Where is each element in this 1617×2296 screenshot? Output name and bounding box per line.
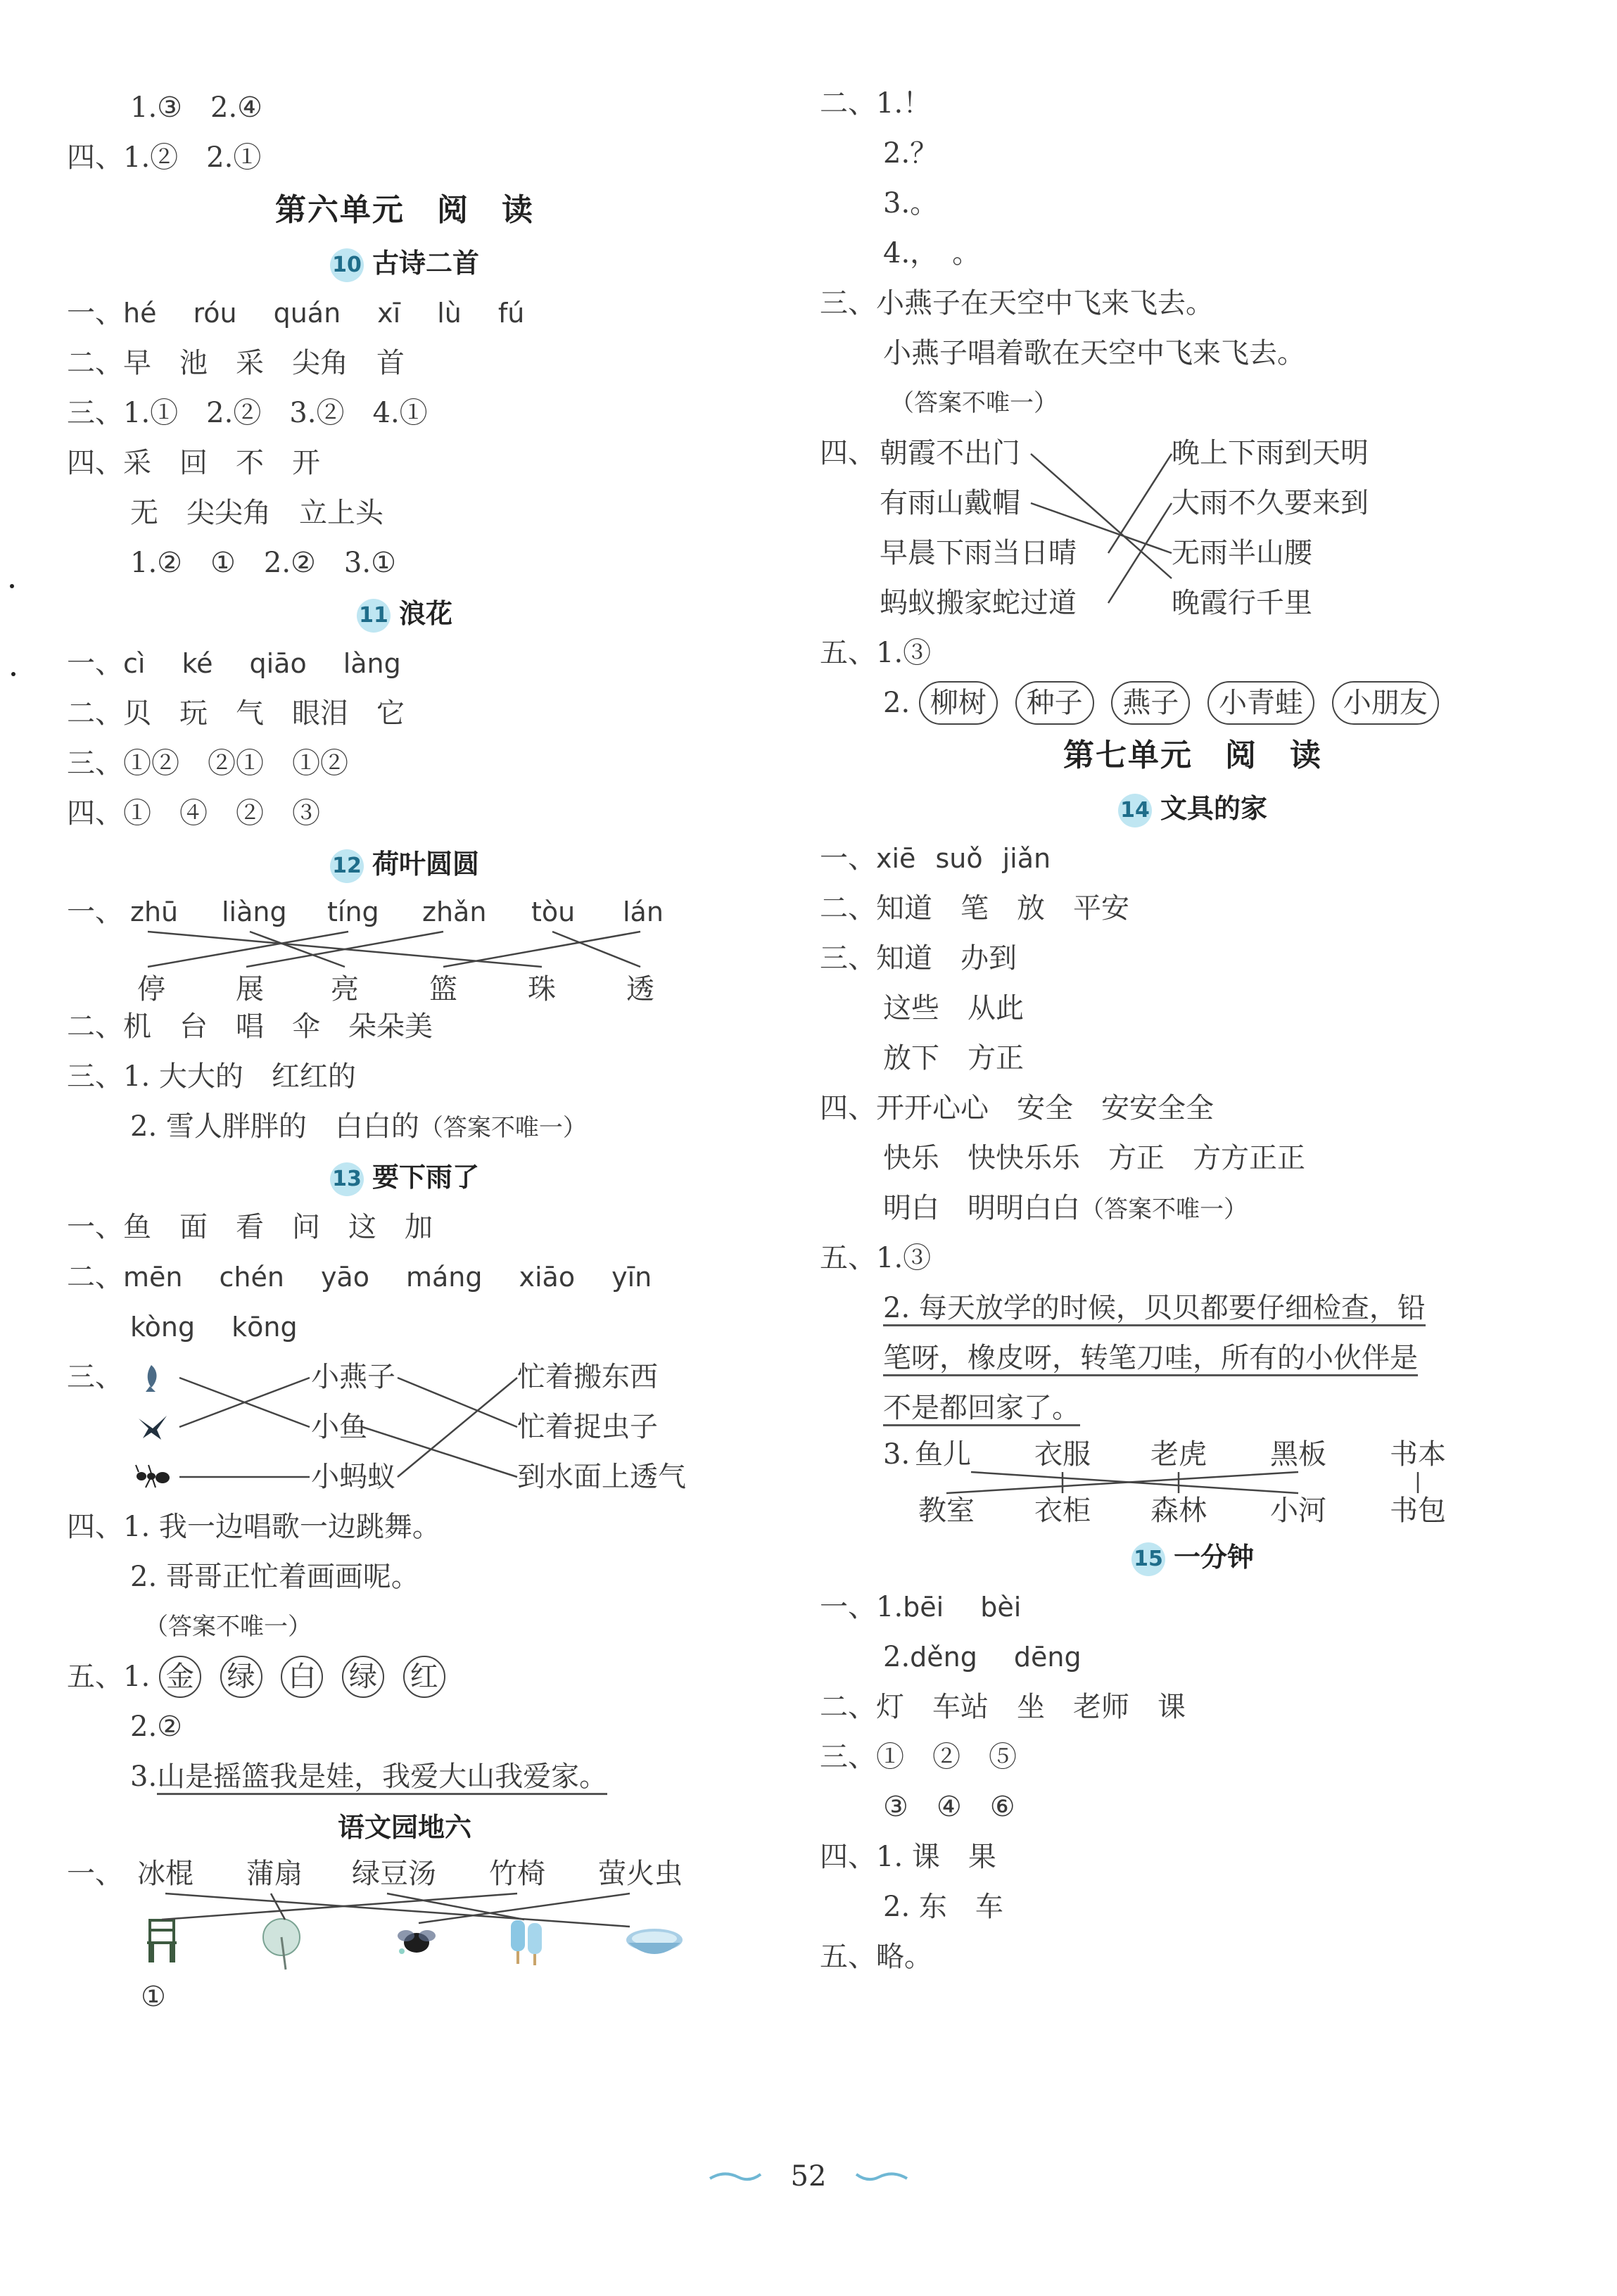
action-text: 到水面上透气 bbox=[517, 1461, 686, 1493]
pinyin-item: suǒ bbox=[935, 843, 983, 874]
underlined-sentence: 笔呀，橡皮呀，转笔刀哇，所有的小伙伴是 bbox=[883, 1342, 1418, 1376]
answer-line: ① bbox=[141, 1981, 166, 2013]
answer-note: （答案不唯一） bbox=[890, 389, 1058, 417]
lesson-heading bbox=[67, 588, 742, 639]
underlined-sentence: 2. 每天放学的时候，贝贝都要仔细检查，铅 bbox=[883, 1292, 1426, 1326]
unit-title: 第七单元 阅 读 bbox=[1063, 737, 1322, 773]
answer-line: 三、① ② ⑤ bbox=[820, 1741, 1017, 1773]
answer-line: 四、① ④ ② ③ bbox=[67, 797, 320, 830]
answer-line: 2.② bbox=[130, 1711, 183, 1743]
answer-line: 二、灯 车站 坐 老师 课 bbox=[820, 1691, 1186, 1723]
pinyin-item: jiǎn bbox=[1002, 843, 1051, 874]
proverb-right: 晚上下雨到天明 bbox=[1172, 437, 1369, 469]
question-prefix: 三、 bbox=[67, 1361, 123, 1393]
answer-line bbox=[67, 1252, 742, 1302]
word-picture-matching bbox=[67, 1853, 742, 1972]
answer-line: 1.② ① 2.② 3.① bbox=[130, 547, 396, 579]
answer-line: 三、1.① 2.② 3.② 4.① bbox=[67, 397, 428, 429]
pinyin-item: lù bbox=[437, 298, 462, 329]
pinyin-item: xī bbox=[377, 298, 401, 329]
swirl-left-icon bbox=[707, 2160, 763, 2193]
action-text: 忙着搬东西 bbox=[517, 1361, 658, 1393]
page-footer bbox=[0, 2160, 1617, 2193]
match-line bbox=[1108, 454, 1172, 553]
pinyin-item: yāo bbox=[320, 1262, 369, 1293]
word-place-matching bbox=[820, 1433, 1566, 1532]
word-item: 绿豆汤 bbox=[352, 1858, 436, 1890]
swirl-right-icon bbox=[854, 2160, 910, 2193]
question-prefix: 一、 bbox=[67, 297, 123, 329]
proverb-right: 晚霞行千里 bbox=[1172, 587, 1312, 619]
character-item: 亮 bbox=[331, 973, 359, 1006]
pinyin-item: tíng bbox=[327, 896, 379, 927]
circled-word: 小青蛙 bbox=[1207, 681, 1314, 725]
word-item: 老虎 bbox=[1150, 1438, 1207, 1471]
lesson-number-badge: 13 bbox=[330, 1162, 364, 1196]
character-item: 停 bbox=[137, 973, 165, 1006]
word-item: 衣服 bbox=[1034, 1438, 1091, 1471]
circled-character: 白 bbox=[281, 1656, 323, 1698]
proverb-left: 蚂蚁搬家蛇过道 bbox=[880, 587, 1077, 619]
answer-line: 2.？ bbox=[883, 137, 939, 170]
answer-line: 二、早 池 采 尖角 首 bbox=[67, 347, 405, 379]
lesson-heading bbox=[67, 1152, 742, 1203]
page-number: 52 bbox=[790, 2160, 827, 2193]
swallow-icon bbox=[136, 1412, 170, 1450]
left-column bbox=[67, 83, 742, 2022]
answer-line: 1.③ 2.④ bbox=[130, 91, 263, 124]
answer-line bbox=[820, 1383, 1566, 1433]
proverb-right: 无雨半山腰 bbox=[1172, 537, 1312, 569]
animal-name: 小蚂蚁 bbox=[311, 1461, 395, 1493]
answer-line bbox=[67, 1102, 742, 1152]
character-item: 篮 bbox=[429, 973, 457, 1006]
question-prefix: 一、 bbox=[67, 896, 123, 928]
lesson-number-badge: 15 bbox=[1131, 1542, 1165, 1576]
match-line bbox=[398, 1378, 517, 1477]
answer-line: 二、机 台 唱 伞 朵朵美 bbox=[67, 1010, 433, 1043]
match-line bbox=[179, 1378, 310, 1427]
circled-character: 绿 bbox=[220, 1656, 262, 1698]
proverb-right: 大雨不久要来到 bbox=[1172, 487, 1369, 519]
word-item: 蒲扇 bbox=[246, 1858, 303, 1890]
underlined-sentence: 不是都回家了。 bbox=[883, 1392, 1080, 1426]
pinyin-item: yīn bbox=[611, 1262, 652, 1293]
pinyin-item: quán bbox=[273, 298, 341, 329]
fish-icon bbox=[137, 1362, 165, 1400]
pinyin-item: dēng bbox=[1013, 1642, 1082, 1673]
lesson-heading bbox=[67, 839, 742, 889]
lesson-title: 一分钟 bbox=[1173, 1542, 1254, 1573]
circled-word: 小朋友 bbox=[1332, 681, 1439, 725]
answer-line: 这些 从此 bbox=[883, 992, 1024, 1025]
answer-line: 四、1. 课 果 bbox=[820, 1841, 996, 1873]
pinyin-item: zhǎn bbox=[422, 896, 487, 927]
answer-line: 四、开开心心 安全 安安全全 bbox=[820, 1092, 1214, 1124]
match-line bbox=[246, 932, 443, 967]
animal-name: 小燕子 bbox=[311, 1361, 395, 1393]
answer-line: 四、1.② 2.① bbox=[67, 141, 262, 174]
answer-note: （答案不唯一） bbox=[419, 1114, 587, 1142]
bamboo-chair-icon bbox=[144, 1916, 179, 1972]
scan-mark bbox=[10, 584, 14, 588]
pinyin-item: hé bbox=[123, 298, 157, 329]
answer-line bbox=[820, 1283, 1566, 1333]
answer-line: 三、①② ②① ①② bbox=[67, 747, 348, 780]
answer-line bbox=[820, 1583, 1566, 1632]
answer-line: 二、1.！ bbox=[820, 87, 932, 120]
answer-text: 2. 雪人胖胖的 白白的 bbox=[130, 1110, 419, 1143]
match-line bbox=[971, 1472, 1298, 1493]
circled-word: 种子 bbox=[1015, 681, 1094, 725]
pinyin-item: mēn bbox=[123, 1262, 183, 1293]
answer-line: 二、知道 笔 放 平安 bbox=[820, 892, 1129, 925]
firefly-icon bbox=[392, 1923, 441, 1970]
circled-word: 燕子 bbox=[1111, 681, 1190, 725]
match-line bbox=[398, 1378, 517, 1427]
question-prefix: 2. bbox=[883, 687, 911, 719]
answer-line: 3.。 bbox=[883, 187, 939, 220]
match-line bbox=[443, 932, 640, 967]
answer-line: 小燕子唱着歌在天空中飞来飞去。 bbox=[883, 337, 1305, 369]
lesson-title: 浪花 bbox=[398, 598, 452, 629]
pinyin-item: bèi bbox=[980, 1592, 1022, 1623]
answer-line bbox=[820, 1184, 1566, 1233]
pinyin-item: róu bbox=[193, 298, 237, 329]
answer-note: （答案不唯一） bbox=[1080, 1195, 1248, 1224]
answer-line: 二、贝 玩 气 眼泪 它 bbox=[67, 697, 405, 730]
pinyin-item: chén bbox=[219, 1262, 284, 1293]
lesson-number-badge: 12 bbox=[330, 849, 364, 883]
question-prefix: 2. bbox=[883, 1641, 911, 1673]
match-line bbox=[162, 1894, 517, 1920]
place-item: 衣柜 bbox=[1034, 1495, 1091, 1527]
answer-line: 快乐 快快乐乐 方正 方方正正 bbox=[883, 1142, 1305, 1174]
action-text: 忙着捉虫子 bbox=[517, 1411, 658, 1443]
lesson-number-badge: 10 bbox=[330, 248, 364, 282]
pinyin-character-matching bbox=[67, 889, 742, 1006]
match-line bbox=[946, 1472, 1298, 1493]
answer-line: ③ ④ ⑥ bbox=[883, 1791, 1015, 1823]
match-line bbox=[387, 1894, 524, 1920]
popsicle-icon bbox=[507, 1917, 549, 1974]
answer-line: 2. 东 车 bbox=[883, 1891, 1003, 1923]
answer-line: 三、小燕子在天空中飞来飞去。 bbox=[820, 287, 1214, 319]
pinyin-item: xiāo bbox=[519, 1262, 576, 1293]
section-heading: 语文园地六 bbox=[337, 1812, 471, 1843]
pinyin-item: děng bbox=[910, 1642, 977, 1673]
answer-note: （答案不唯一） bbox=[144, 1613, 312, 1641]
place-item: 森林 bbox=[1150, 1495, 1207, 1527]
pinyin-item: tòu bbox=[531, 896, 576, 927]
animal-matching bbox=[67, 1352, 742, 1502]
word-item: 竹椅 bbox=[489, 1858, 545, 1890]
match-line bbox=[1108, 503, 1172, 603]
circled-character: 金 bbox=[159, 1656, 201, 1698]
match-line bbox=[148, 932, 542, 967]
lesson-title: 文具的家 bbox=[1160, 793, 1267, 824]
place-item: 小河 bbox=[1270, 1495, 1326, 1527]
lesson-heading bbox=[820, 1532, 1566, 1583]
answer-line bbox=[67, 1752, 742, 1802]
character-item: 珠 bbox=[528, 973, 556, 1006]
word-item: 鱼儿 bbox=[915, 1438, 971, 1471]
unit-title: 第六单元 阅 读 bbox=[275, 192, 534, 228]
question-prefix: 3. bbox=[130, 1761, 158, 1793]
pinyin-item: qiāo bbox=[249, 648, 307, 679]
answer-line bbox=[820, 1333, 1566, 1383]
word-item: 萤火虫 bbox=[598, 1858, 683, 1890]
bean-soup-icon bbox=[623, 1923, 686, 1970]
pinyin-item: làng bbox=[343, 648, 401, 679]
answer-line: 无 尖尖角 立上头 bbox=[130, 497, 383, 529]
answer-line bbox=[67, 288, 742, 338]
question-prefix: 二、 bbox=[67, 1261, 123, 1293]
answer-line bbox=[67, 639, 742, 689]
word-item: 黑板 bbox=[1270, 1438, 1326, 1471]
match-line bbox=[179, 1378, 310, 1427]
proverb-left: 有雨山戴帽 bbox=[880, 487, 1020, 519]
animal-name: 小鱼 bbox=[311, 1411, 367, 1443]
lesson-number-badge: 14 bbox=[1118, 794, 1152, 827]
right-column bbox=[820, 79, 1566, 1982]
question-prefix: 一、 bbox=[67, 647, 123, 680]
proverb-matching bbox=[820, 429, 1566, 628]
answer-line: 五、1.③ bbox=[820, 1242, 932, 1274]
circled-character: 绿 bbox=[342, 1656, 384, 1698]
character-item: 展 bbox=[236, 973, 264, 1006]
pinyin-item: liàng bbox=[222, 896, 287, 927]
pinyin-item: xiē bbox=[876, 843, 916, 874]
underlined-sentence: 山是摇篮我是娃，我爱大山我爱家。 bbox=[157, 1761, 607, 1795]
answer-line bbox=[820, 834, 1566, 884]
lesson-title: 荷叶圆圆 bbox=[372, 849, 479, 880]
pinyin-item: ké bbox=[182, 648, 213, 679]
match-line bbox=[148, 932, 348, 967]
lesson-heading bbox=[67, 238, 742, 288]
pinyin-item: cì bbox=[123, 648, 146, 679]
question-prefix: 一、1. bbox=[820, 1591, 903, 1623]
place-item: 教室 bbox=[918, 1495, 975, 1527]
answer-line: 五、略。 bbox=[820, 1941, 932, 1973]
pinyin-item: zhū bbox=[130, 896, 179, 927]
lesson-number-badge: 11 bbox=[357, 599, 391, 633]
answer-line: 2. 哥哥正忙着画画呢。 bbox=[130, 1561, 419, 1593]
circled-character: 红 bbox=[403, 1656, 445, 1698]
answer-line: 四、采 回 不 开 bbox=[67, 447, 320, 479]
lesson-title: 要下雨了 bbox=[372, 1162, 479, 1193]
answer-line: 三、知道 办到 bbox=[820, 942, 1017, 975]
proverb-left: 朝霞不出门 bbox=[880, 437, 1020, 469]
question-prefix: 3. bbox=[883, 1438, 911, 1471]
answer-line: 三、1. 大大的 红红的 bbox=[67, 1060, 356, 1093]
match-line bbox=[165, 1894, 630, 1927]
pinyin-item: lán bbox=[623, 896, 664, 927]
character-item: 透 bbox=[626, 973, 654, 1006]
lesson-title: 古诗二首 bbox=[372, 248, 479, 279]
answer-line: 4.， 。 bbox=[883, 237, 981, 269]
question-prefix: 一、 bbox=[820, 842, 876, 875]
answer-line bbox=[820, 678, 1566, 728]
answer-line: 五、1.③ bbox=[820, 637, 932, 669]
pinyin-item: kōng bbox=[232, 1312, 298, 1343]
pinyin-item: máng bbox=[405, 1262, 483, 1293]
answer-text: 明白 明明白白 bbox=[883, 1192, 1080, 1224]
place-item: 书包 bbox=[1390, 1495, 1446, 1527]
word-item: 书本 bbox=[1390, 1438, 1446, 1471]
match-line bbox=[250, 932, 345, 967]
question-prefix: 一、 bbox=[67, 1858, 123, 1890]
fan-icon bbox=[260, 1916, 303, 1979]
answer-line bbox=[67, 1302, 742, 1352]
answer-line bbox=[820, 1632, 1566, 1682]
circled-word: 柳树 bbox=[919, 681, 998, 725]
scan-mark bbox=[11, 672, 15, 676]
proverb-left: 早晨下雨当日晴 bbox=[880, 537, 1077, 569]
pinyin-item: kòng bbox=[130, 1312, 196, 1343]
ant-icon bbox=[134, 1462, 171, 1497]
lesson-heading bbox=[820, 783, 1566, 834]
match-line bbox=[552, 932, 640, 967]
word-item: 冰棍 bbox=[137, 1858, 194, 1890]
question-prefix: 四、 bbox=[820, 437, 876, 469]
answer-line: 一、鱼 面 看 问 这 加 bbox=[67, 1211, 433, 1243]
answer-line: 放下 方正 bbox=[883, 1042, 1024, 1074]
question-prefix: 五、1. bbox=[67, 1661, 151, 1693]
pinyin-item: bēi bbox=[903, 1592, 944, 1623]
pinyin-item: fú bbox=[497, 298, 525, 329]
answer-line bbox=[67, 1652, 742, 1702]
answer-line: 四、1. 我一边唱歌一边跳舞。 bbox=[67, 1511, 440, 1543]
